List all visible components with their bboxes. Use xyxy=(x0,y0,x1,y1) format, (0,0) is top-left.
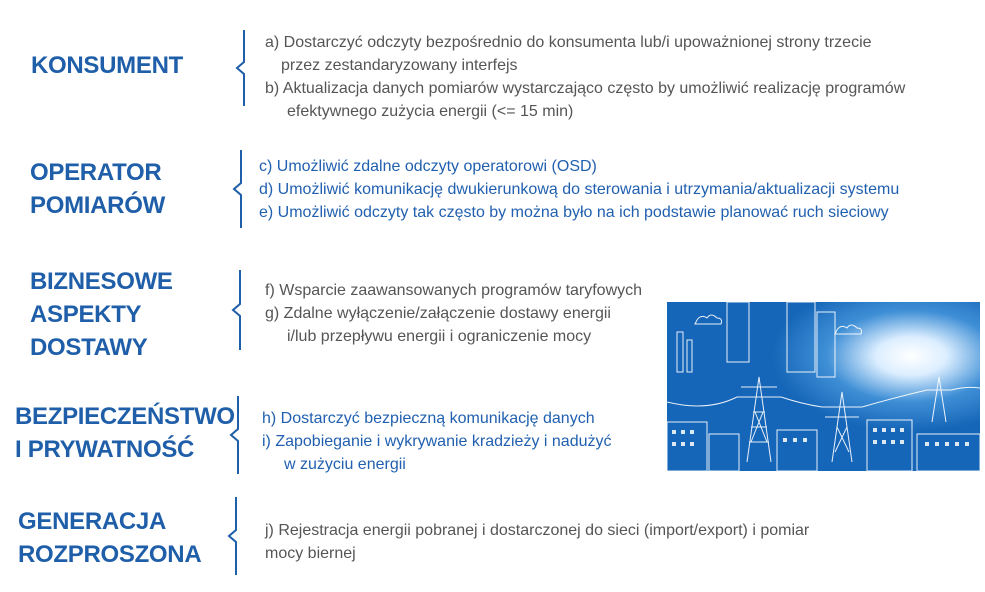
requirement-item-j: j) Rejestracja energii pobranej i dostarczonej do sieci (import/export) i pomiar mocy biernej xyxy=(265,522,810,562)
requirement-item-e: e) Umożliwić odczyty tak często by można było na ich podstawie planować ruch sieciowy xyxy=(259,204,889,221)
requirements-list-operator xyxy=(259,155,899,224)
requirement-item-a: a) Dostarczyć odczyty bezpośrednio do konsumenta lub/i upoważnionej strony trzecie przez zestandaryzowany interfejs xyxy=(265,34,872,74)
requirement-item-d: d) Umożliwić komunikację dwukierunkową do sterowania i utrzymania/aktualizacji systemu xyxy=(259,181,900,198)
heading-line: GENERACJA xyxy=(18,508,166,535)
heading-biznesowe-aspekty-dostawy xyxy=(30,265,173,364)
brace-icon xyxy=(226,497,240,575)
brace-icon xyxy=(228,396,242,474)
power-grid-city-illustration xyxy=(667,302,980,471)
heading-operator-pomiarow xyxy=(30,156,165,222)
requirement-item-h: h) Dostarczyć bezpieczną komunikację danych xyxy=(262,410,595,427)
heading-line: DOSTAWY xyxy=(30,334,148,361)
heading-generacja-rozproszona xyxy=(18,505,201,571)
requirements-list-konsument xyxy=(265,31,905,123)
requirements-list-generacja xyxy=(265,519,809,565)
heading-line: POMIARÓW xyxy=(30,192,165,219)
heading-line: KONSUMENT xyxy=(31,52,183,79)
heading-bezpieczenstwo-prywatnosc xyxy=(15,400,235,466)
heading-konsument xyxy=(31,49,183,82)
heading-line: BEZPIECZEŃSTWO xyxy=(15,403,235,430)
requirement-item-g: g) Zdalne wyłączenie/załączenie dostawy energii i/lub przepływu energii i ograniczenie mocy xyxy=(265,305,611,345)
requirements-list-biznesowe xyxy=(265,279,642,348)
requirement-item-f: f) Wsparcie zaawansowanych programów taryfowych xyxy=(265,282,643,299)
heading-line: ASPEKTY xyxy=(30,301,142,328)
heading-line: BIZNESOWE xyxy=(30,268,173,295)
heading-line: OPERATOR xyxy=(30,159,162,186)
brace-icon xyxy=(231,150,245,228)
requirements-list-bezpieczenstwo xyxy=(262,407,612,476)
heading-line: I PRYWATNOŚĆ xyxy=(15,436,195,463)
requirement-item-b: b) Aktualizacja danych pomiarów wystarczająco często by umożliwić realizację programów efektywnego zużycia energii (<= 15 min) xyxy=(265,80,906,120)
brace-icon xyxy=(234,30,248,106)
requirement-item-c: c) Umożliwić zdalne odczyty operatorowi (OSD) xyxy=(259,158,597,175)
heading-line: ROZPROSZONA xyxy=(18,541,202,568)
requirement-item-i: i) Zapobieganie i wykrywanie kradzieży i nadużyć w zużyciu energii xyxy=(262,433,612,473)
brace-icon xyxy=(230,270,244,350)
